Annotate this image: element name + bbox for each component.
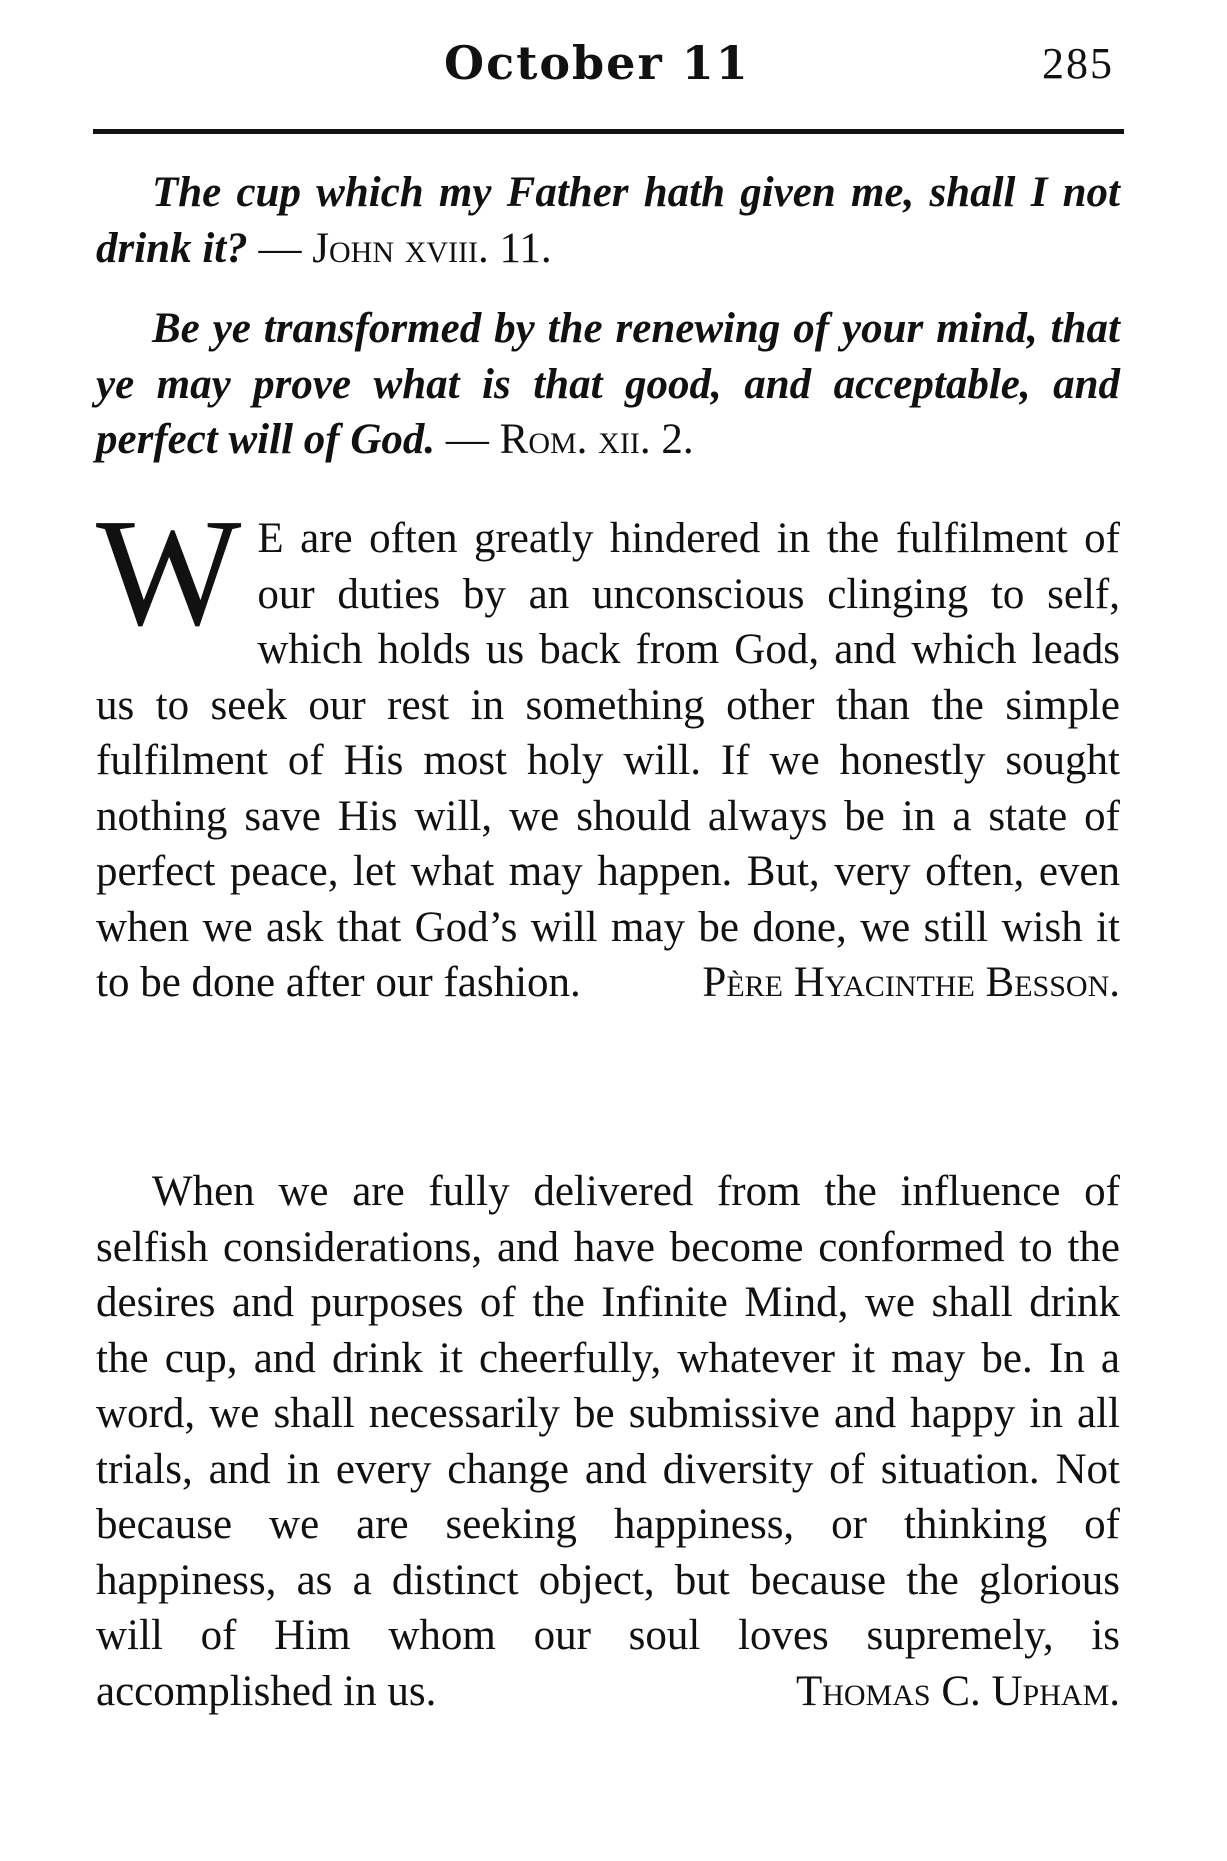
passage-2 [96, 1164, 1120, 1719]
epigraph-2-reference: Rom. xii. 2. [499, 416, 694, 463]
epigraph-1-reference: John xviii. 11. [312, 224, 552, 272]
page-title: October 11 [444, 36, 750, 90]
epigraph-1-text: The cup which my Father hath given me, shall I not drink it? [96, 169, 1120, 272]
drop-cap: W [96, 488, 242, 658]
header-rule [93, 129, 1124, 134]
epigraph-1 [96, 165, 1120, 276]
passage-1 [96, 488, 1120, 1011]
epigraph-2-dash: — [435, 416, 500, 463]
passage-1-text: E are often greatly hindered in the fulfilment of our duties by an unconscious clinging to self, which holds us back from God, and which leads us to seek our rest in something other than the simple fulfilment of His most holy will. If we honestly sought nothing save His will, we should always be in a state of perfect peace, let what may happen. But, very often, even when we ask that God’s will may be done, we still wish it to be done after our fashion. [96, 515, 1120, 1006]
passage-2-text: When we are fully delivered from the influence of selfish considerations, and have become conformed to the desires and purposes of the Infinite Mind, we shall drink the cup, and drink it cheerfully, whatever it may be. In a word, we shall necessarily be submissive and happy in all trials, and in every change and diversity of situation. Not because we are seeking happiness, or thinking of happiness, as a distinct object, but because the glorious will of Him whom our soul loves supremely, is accomplished in us. [96, 1168, 1120, 1715]
epigraph-1-dash: — [247, 224, 313, 272]
passage-2-author: Thomas C. Upham. [795, 1667, 1120, 1715]
page-header [96, 36, 1120, 106]
epigraph-2 [96, 301, 1120, 468]
page-number: 285 [1042, 39, 1114, 88]
epigraph-2-text: Be ye transformed by the renewing of your mind, that ye may prove what is that good, and acceptable, and perfect will of God. [96, 305, 1120, 463]
passage-1-author: Père Hyacinthe Besson. [702, 959, 1120, 1006]
